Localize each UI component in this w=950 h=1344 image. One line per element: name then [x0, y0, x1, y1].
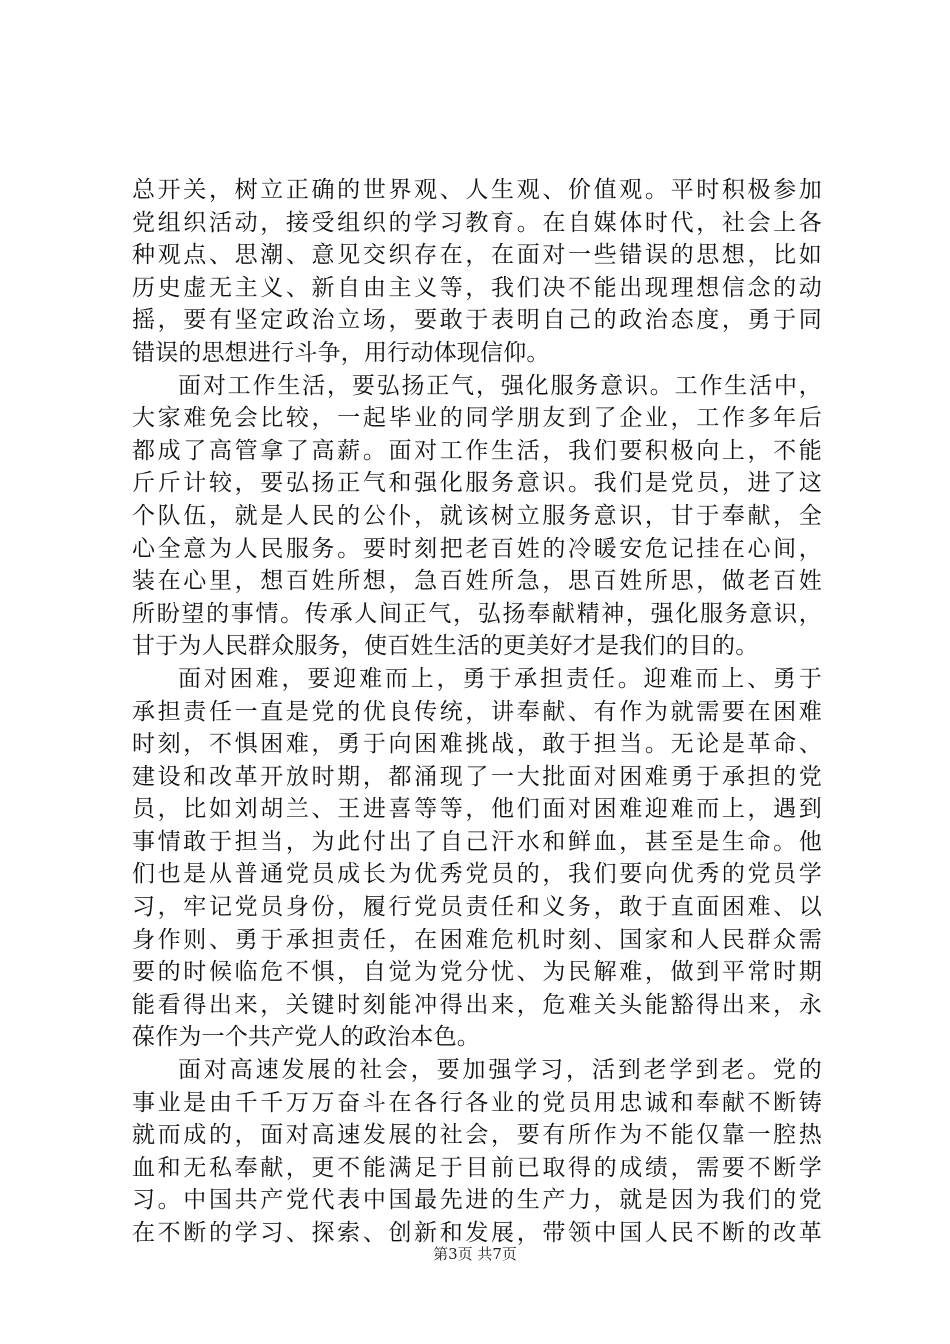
text-line: 面对工作生活，要弘扬正气，强化服务意识。工作生活中， [178, 372, 822, 399]
text-line: 员，比如刘胡兰、王进喜等等，他们面对困难迎难而上，遇到 [132, 796, 822, 823]
text-line: 习。中国共产党代表中国最先进的生产力，就是因为我们的党 [132, 1187, 822, 1214]
paragraph [132, 663, 822, 1054]
text-line: 种观点、思潮、意见交织存在，在面对一些错误的思想，比如 [132, 242, 822, 269]
text-line: 就而成的，面对高速发展的社会，要有所作为不能仅靠一腔热 [132, 1122, 822, 1149]
text-line: 所盼望的事情。传承人间正气，弘扬奉献精神，强化服务意识， [132, 600, 822, 627]
paragraph [132, 174, 822, 370]
text-line: 装在心里，想百姓所想，急百姓所急，思百姓所思，做老百姓 [132, 568, 822, 595]
document-body [132, 174, 822, 1250]
text-line: 承担责任一直是党的优良传统，讲奉献、有作为就需要在困难 [132, 698, 822, 725]
text-line: 都成了高管拿了高薪。面对工作生活，我们要积极向上，不能 [132, 437, 822, 464]
text-line: 大家难免会比较，一起毕业的同学朋友到了企业，工作多年后 [132, 405, 822, 432]
text-line: 血和无私奉献，更不能满足于目前已取得的成绩，需要不断学 [132, 1154, 822, 1181]
text-line: 心全意为人民服务。要时刻把老百姓的冷暖安危记挂在心间， [132, 535, 822, 562]
text-line: 摇，要有坚定政治立场，要敢于表明自己的政治态度，勇于同 [132, 307, 822, 334]
text-line: 们也是从普通党员成长为优秀党员的，我们要向优秀的党员学 [132, 861, 822, 888]
text-line: 斤斤计较，要弘扬正气和强化服务意识。我们是党员，进了这 [132, 470, 822, 497]
text-line: 个队伍，就是人民的公仆，就该树立服务意识，甘于奉献，全 [132, 502, 822, 529]
page-footer: 第3页 共7页 [433, 1245, 517, 1263]
paragraph [132, 1054, 822, 1250]
text-line: 习，牢记党员身份，履行党员责任和义务，敢于直面困难、以 [132, 894, 822, 921]
text-line: 甘于为人民群众服务，使百姓生活的更美好才是我们的目的。 [132, 633, 759, 660]
text-line: 时刻，不惧困难，勇于向困难挑战，敢于担当。无论是革命、 [132, 731, 822, 758]
text-line: 事情敢于担当，为此付出了自己汗水和鲜血，甚至是生命。他 [132, 828, 822, 855]
paragraph [132, 370, 822, 663]
text-line: 面对困难，要迎难而上，勇于承担责任。迎难而上、勇于 [178, 665, 822, 692]
text-line: 历史虚无主义、新自由主义等，我们决不能出现理想信念的动 [132, 274, 822, 301]
text-line: 党组织活动，接受组织的学习教育。在自媒体时代，社会上各 [132, 209, 822, 236]
text-line: 建设和改革开放时期，都涌现了一大批面对困难勇于承担的党 [132, 763, 822, 790]
text-line: 要的时候临危不惧，自觉为党分忧、为民解难，做到平常时期 [132, 959, 822, 986]
text-line: 总开关，树立正确的世界观、人生观、价值观。平时积极参加 [132, 177, 822, 203]
text-line: 在不断的学习、探索、创新和发展，带领中国人民不断的改革 [132, 1220, 822, 1246]
text-line: 身作则、勇于承担责任，在困难危机时刻、国家和人民群众需 [132, 926, 822, 953]
text-line: 错误的思想进行斗争，用行动体现信仰。 [132, 339, 550, 366]
text-line: 事业是由千千万万奋斗在各行各业的党员用忠诚和奉献不断铸 [132, 1089, 822, 1116]
text-line: 能看得出来，关键时刻能冲得出来，危难关头能豁得出来，永 [132, 991, 822, 1018]
text-line: 面对高速发展的社会，要加强学习，活到老学到老。党的 [178, 1057, 822, 1084]
text-line: 葆作为一个共产党人的政治本色。 [132, 1024, 480, 1051]
